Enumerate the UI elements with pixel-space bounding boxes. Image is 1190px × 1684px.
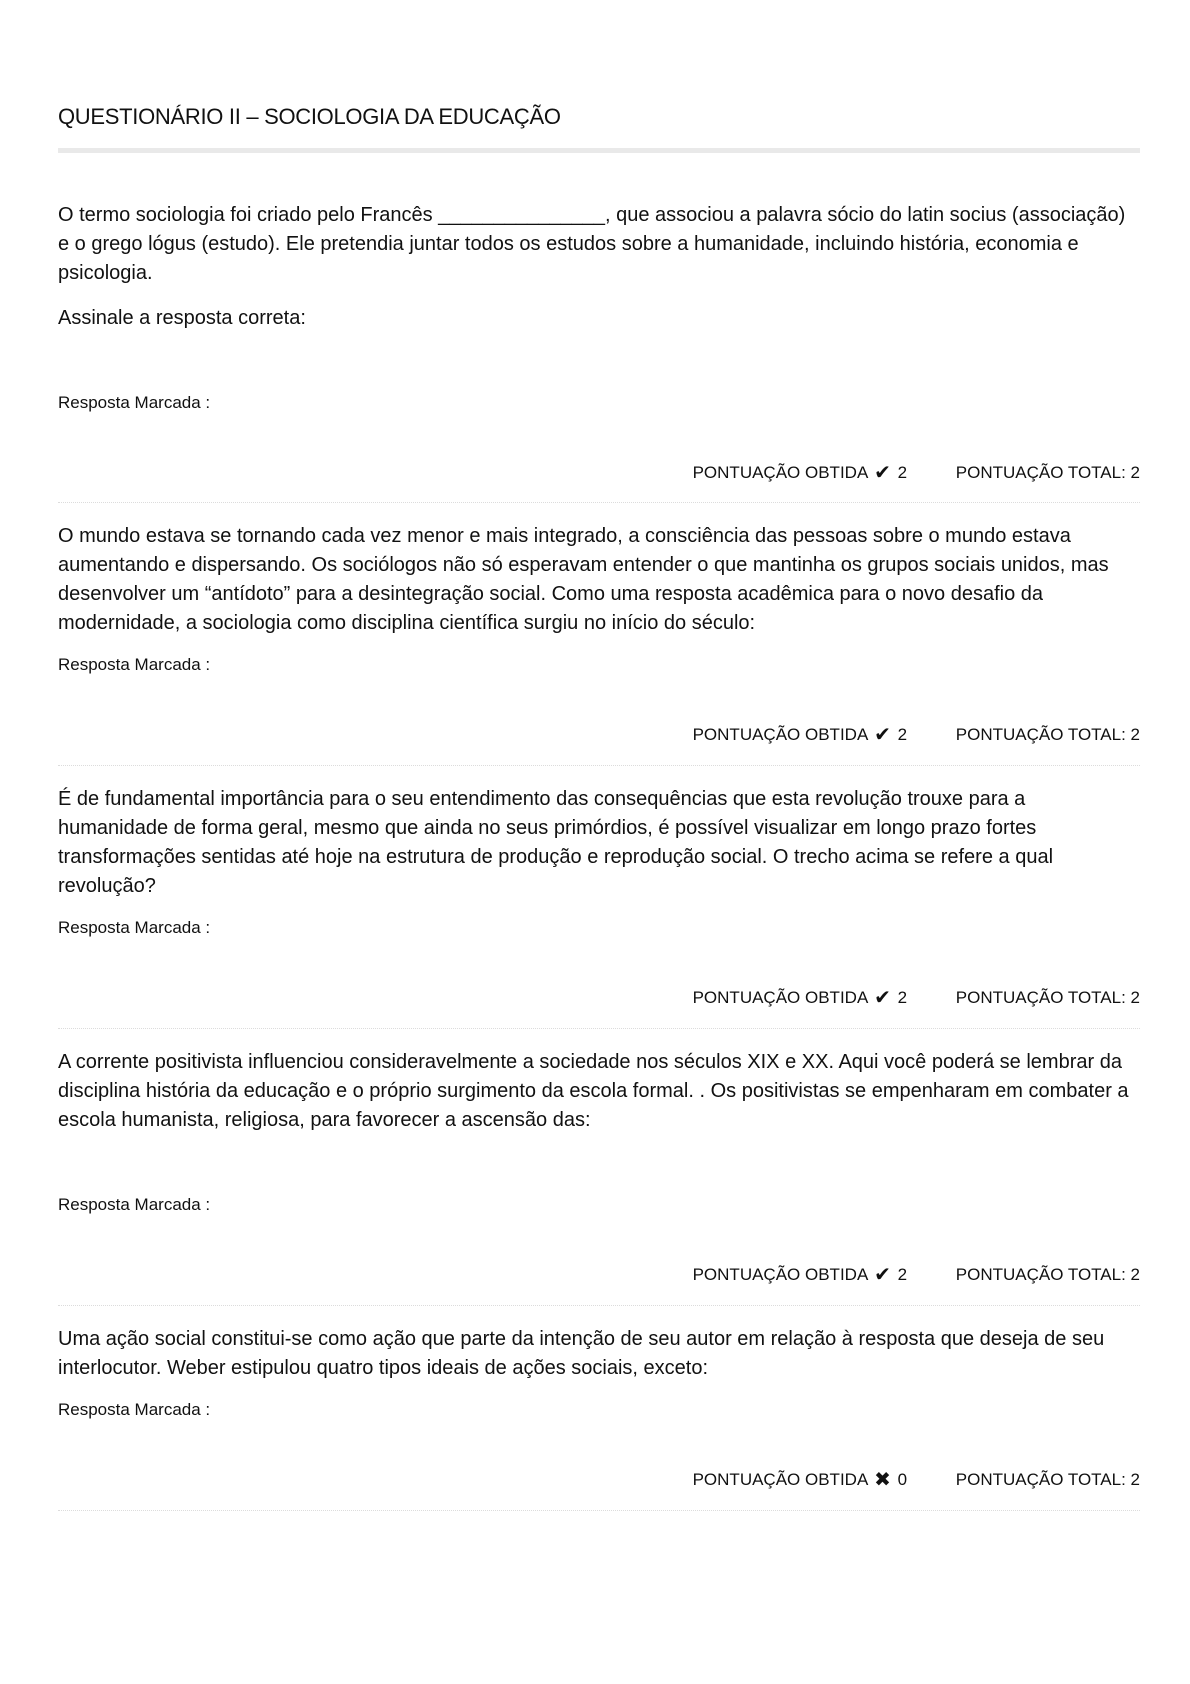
score-obtained: [693, 1467, 907, 1492]
check-icon: ✔: [874, 987, 891, 1009]
question-divider: [58, 765, 1140, 766]
score-row: [693, 1467, 1140, 1492]
score-value: 0: [897, 1470, 908, 1489]
question-text: A corrente positivista influenciou consideravelmente a sociedade nos séculos XIX e XX. Aqui você poderá se lembrar da disciplina história da educação e o próprio surgimento da escola formal. . Os positivistas se empenharam em combater a escola humanista, religiosa, para favorecer a ascensão das:: [58, 1051, 1129, 1131]
score-row: [693, 460, 1140, 485]
question-text: É de fundamental importância para o seu entendimento das consequências que esta revolução trouxe para a humanidade de forma geral, mesmo que ainda no seus primórdios, é possível visualizar em longo prazo fortes transformações sentidas até hoje na estrutura de produção e reprodução social. O trecho acima se refere a qual revolução?: [58, 788, 1054, 897]
score-total: PONTUAÇÃO TOTAL: 2: [955, 1470, 1140, 1489]
score-obtained-label: PONTUAÇÃO OBTIDA: [692, 988, 868, 1007]
answer-label: Resposta Marcada :: [58, 655, 211, 674]
score-total: PONTUAÇÃO TOTAL: 2: [955, 988, 1140, 1007]
question-3: [58, 785, 1140, 901]
score-value: 2: [897, 725, 908, 744]
score-total: PONTUAÇÃO TOTAL: 2: [955, 725, 1140, 744]
answer-label: Resposta Marcada :: [58, 393, 211, 412]
score-value: 2: [897, 1265, 908, 1284]
score-total: PONTUAÇÃO TOTAL: 2: [955, 1265, 1140, 1284]
answer-label: Resposta Marcada :: [58, 918, 211, 937]
answer-label: Resposta Marcada :: [58, 1400, 211, 1419]
score-total: PONTUAÇÃO TOTAL: 2: [955, 463, 1140, 482]
score-obtained: [693, 722, 907, 747]
question-text: O mundo estava se tornando cada vez menor e mais integrado, a consciência das pessoas sobre o mundo estava aumentando e dispersando. Os sociólogos não só esperavam entender o que mantinha os grupos sociais unidos, mas desenvolver um “antídoto” para a desintegração social. Como uma resposta acadêmica para o novo desafio da modernidade, a sociologia como disciplina científica surgiu no início do século:: [58, 525, 1109, 634]
question-divider: [58, 502, 1140, 503]
score-obtained: [693, 460, 907, 485]
question-text: Uma ação social constitui-se como ação que parte da intenção de seu autor em relação à resposta que deseja de seu interlocutor. Weber estipulou quatro tipos ideais de ações sociais, exceto:: [58, 1328, 1105, 1379]
question-instruction: Assinale a resposta correta:: [58, 307, 306, 329]
page-title: QUESTIONÁRIO II – SOCIOLOGIA DA EDUCAÇÃO: [58, 104, 561, 129]
check-icon: ✔: [874, 1264, 891, 1286]
score-obtained-label: PONTUAÇÃO OBTIDA: [692, 725, 868, 744]
score-value: 2: [897, 463, 908, 482]
score-row: [693, 722, 1140, 747]
check-icon: ✔: [874, 462, 891, 484]
score-obtained-label: PONTUAÇÃO OBTIDA: [692, 463, 868, 482]
answer-label: Resposta Marcada :: [58, 1195, 211, 1214]
close-icon: ✖: [874, 1469, 891, 1491]
question-divider: [58, 1305, 1140, 1306]
title-divider: [58, 148, 1140, 153]
question-1: [58, 201, 1140, 333]
score-row: [693, 985, 1140, 1010]
question-4: [58, 1048, 1140, 1135]
score-obtained-label: PONTUAÇÃO OBTIDA: [692, 1265, 868, 1284]
question-5: [58, 1325, 1140, 1383]
check-icon: ✔: [874, 724, 891, 746]
score-obtained: [693, 1262, 907, 1287]
score-row: [693, 1262, 1140, 1287]
question-2: [58, 522, 1140, 638]
score-value: 2: [897, 988, 908, 1007]
score-obtained: [693, 985, 907, 1010]
question-divider: [58, 1510, 1140, 1511]
score-obtained-label: PONTUAÇÃO OBTIDA: [692, 1470, 868, 1489]
question-text: O termo sociologia foi criado pelo Francês _______________, que associou a palavra sócio do latin socius (associação) e o grego lógus (estudo). Ele pretendia juntar todos os estudos sobre a humanidade, incluindo história, economia e psicologia.: [58, 204, 1126, 284]
question-divider: [58, 1028, 1140, 1029]
